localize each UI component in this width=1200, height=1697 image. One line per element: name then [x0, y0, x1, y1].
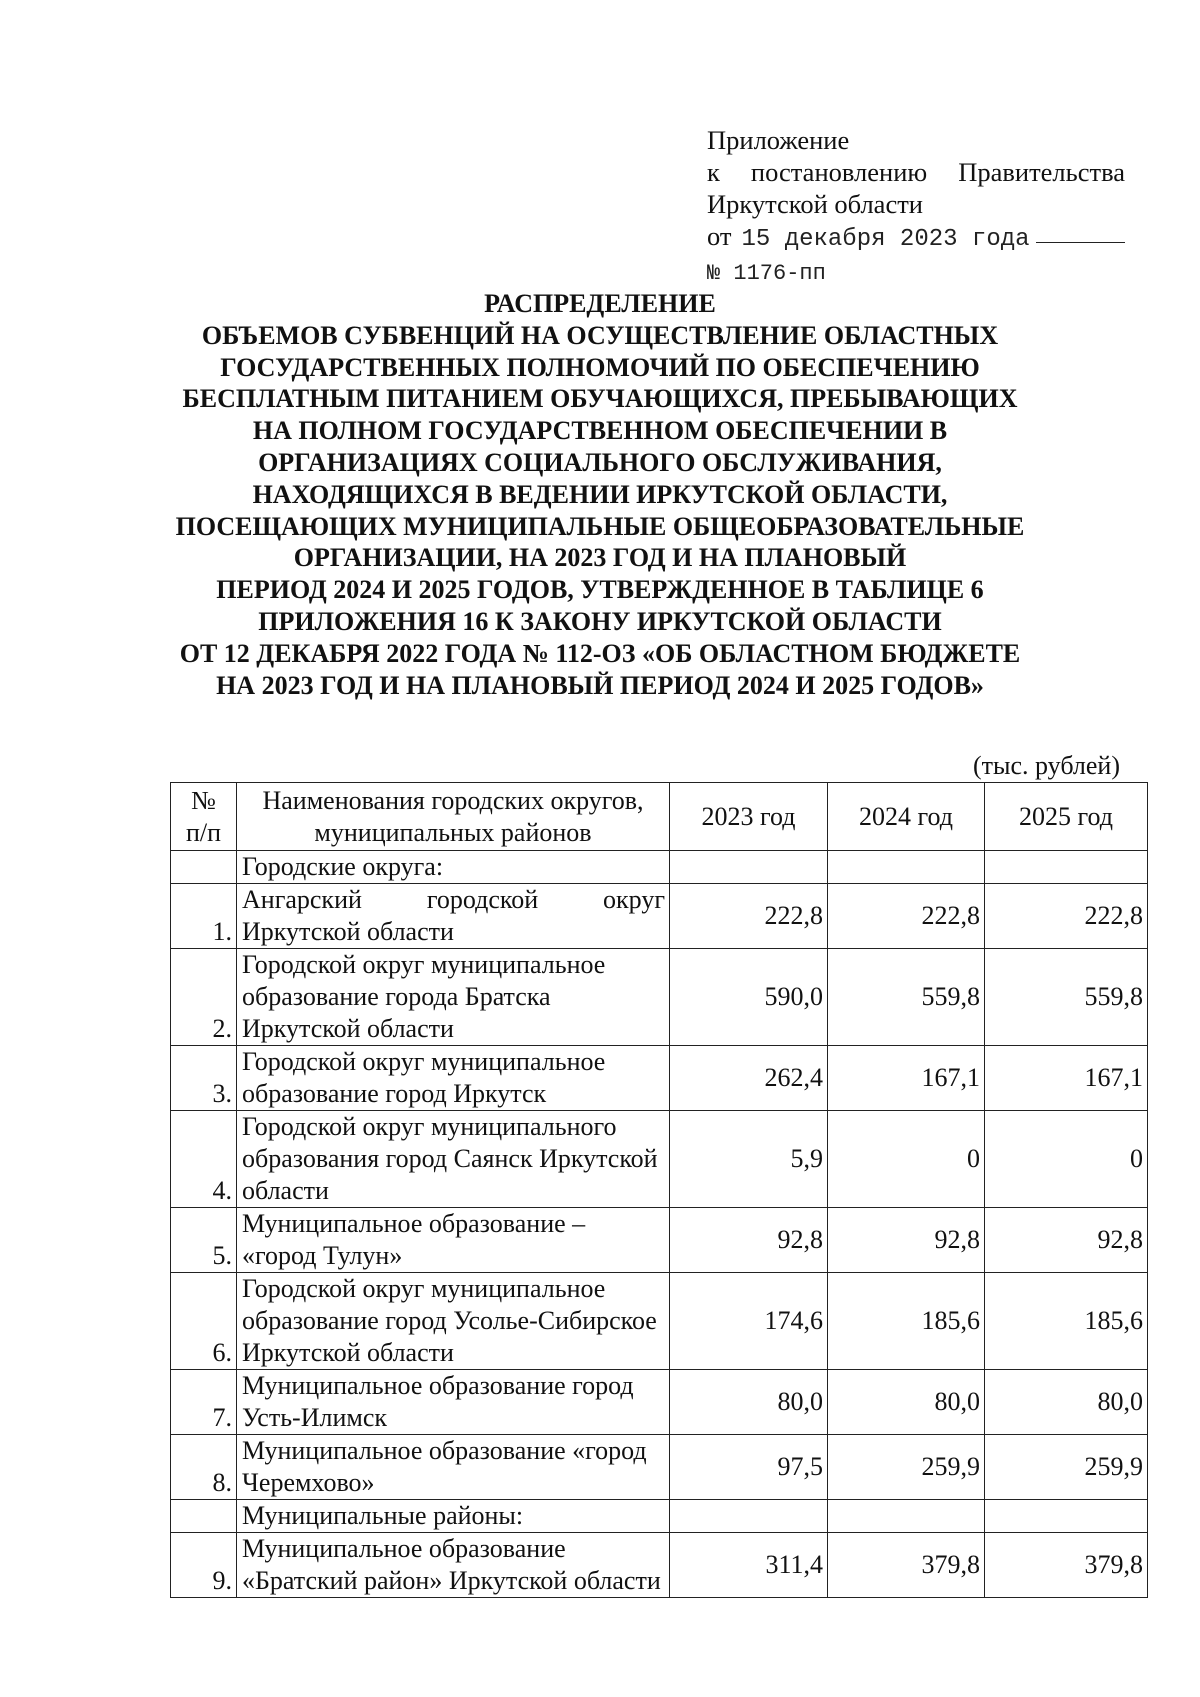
annex-decree-line: к постановлению Правительства — [707, 157, 1125, 187]
annex-date-prefix: от — [707, 221, 732, 251]
value-2023: 80,0 — [670, 1370, 828, 1435]
value-2023: 590,0 — [670, 949, 828, 1046]
header-num: № п/п — [171, 783, 237, 851]
row-name: Городской округ муниципальное образование города Братска Иркутской области — [237, 949, 670, 1046]
row-number: 7. — [171, 1370, 237, 1435]
row-number: 5. — [171, 1208, 237, 1273]
annex-number: № 1176-пп — [707, 261, 826, 286]
row-number: 6. — [171, 1273, 237, 1370]
header-name: Наименования городских округов, муниципальных районов — [237, 783, 670, 851]
row-number: 1. — [171, 884, 237, 949]
value-2023: 92,8 — [670, 1208, 828, 1273]
value-2024: 167,1 — [828, 1046, 985, 1111]
title-line: ОРГАНИЗАЦИЯХ СОЦИАЛЬНОГО ОБСЛУЖИВАНИЯ, — [258, 447, 942, 477]
row-number: 4. — [171, 1111, 237, 1208]
value-2025: 222,8 — [985, 884, 1148, 949]
annex-date-underline — [1036, 242, 1125, 243]
table-row — [171, 1046, 1148, 1111]
value-2023: 174,6 — [670, 1273, 828, 1370]
value-2024: 259,9 — [828, 1435, 985, 1500]
value-2025: 0 — [985, 1111, 1148, 1208]
annex-region: Иркутской области — [707, 189, 923, 219]
row-name: Городской округ муниципального образования город Саянск Иркутской области — [237, 1111, 670, 1208]
value-2025: 80,0 — [985, 1370, 1148, 1435]
table-row — [171, 1273, 1148, 1370]
value-2025: 185,6 — [985, 1273, 1148, 1370]
row-name: Муниципальное образование «город Черемхово» — [237, 1435, 670, 1500]
title-line: НА 2023 ГОД И НА ПЛАНОВЫЙ ПЕРИОД 2024 И 2025 ГОДОВ» — [216, 670, 984, 700]
section-label: Муниципальные районы: — [237, 1500, 670, 1533]
table-row — [171, 884, 1148, 949]
value-2024: 92,8 — [828, 1208, 985, 1273]
annex-date-line — [707, 220, 1125, 256]
value-2024: 222,8 — [828, 884, 985, 949]
title-line: ПОСЕЩАЮЩИХ МУНИЦИПАЛЬНЫЕ ОБЩЕОБРАЗОВАТЕЛЬНЫЕ — [175, 511, 1025, 541]
value-2023: 262,4 — [670, 1046, 828, 1111]
title-line: ПЕРИОД 2024 И 2025 ГОДОВ, УТВЕРЖДЕННОЕ В ТАБЛИЦЕ 6 — [216, 575, 984, 605]
annex-date: 15 декабря 2023 года — [741, 226, 1030, 253]
row-number: 3. — [171, 1046, 237, 1111]
value-2025: 559,8 — [985, 949, 1148, 1046]
table-row — [171, 949, 1148, 1046]
value-2023: 311,4 — [670, 1533, 828, 1598]
document-title — [130, 288, 1070, 701]
header-2023: 2023 год — [670, 783, 828, 851]
value-2023: 97,5 — [670, 1435, 828, 1500]
row-name: Городской округ муниципальное образование город Усолье-Сибирское Иркутской области — [237, 1273, 670, 1370]
value-2023: 5,9 — [670, 1111, 828, 1208]
row-name: Муниципальное образование город Усть-Илимск — [237, 1370, 670, 1435]
title-line: БЕСПЛАТНЫМ ПИТАНИЕМ ОБУЧАЮЩИХСЯ, ПРЕБЫВАЮЩИХ — [182, 384, 1018, 414]
row-number: 8. — [171, 1435, 237, 1500]
value-2024: 559,8 — [828, 949, 985, 1046]
title-line: ОБЪЕМОВ СУБВЕНЦИЙ НА ОСУЩЕСТВЛЕНИЕ ОБЛАСТНЫХ — [201, 320, 999, 350]
value-2024: 80,0 — [828, 1370, 985, 1435]
row-name: Муниципальное образование – «город Тулун» — [237, 1208, 670, 1273]
value-2024: 379,8 — [828, 1533, 985, 1598]
title-line: НА ПОЛНОМ ГОСУДАРСТВЕННОМ ОБЕСПЕЧЕНИИ В — [252, 416, 948, 446]
row-number: 9. — [171, 1533, 237, 1598]
value-2023: 222,8 — [670, 884, 828, 949]
header-2025: 2025 год — [985, 783, 1148, 851]
value-2025: 167,1 — [985, 1046, 1148, 1111]
table-row — [171, 1111, 1148, 1208]
value-2024: 0 — [828, 1111, 985, 1208]
title-line: ГОСУДАРСТВЕННЫХ ПОЛНОМОЧИЙ ПО ОБЕСПЕЧЕНИЮ — [220, 352, 980, 382]
table-row — [171, 1208, 1148, 1273]
title-line: ОРГАНИЗАЦИИ, НА 2023 ГОД И НА ПЛАНОВЫЙ — [293, 543, 907, 573]
header-2024: 2024 год — [828, 783, 985, 851]
table-header-row — [171, 783, 1148, 851]
row-name: Ангарский городской округ Иркутской области — [237, 884, 670, 949]
subsidy-table — [170, 782, 1148, 1598]
row-name: Муниципальное образование «Братский район» Иркутской области — [237, 1533, 670, 1598]
value-2025: 92,8 — [985, 1208, 1148, 1273]
table-row — [171, 1533, 1148, 1598]
title-line: РАСПРЕДЕЛЕНИЕ — [484, 289, 716, 318]
value-2025: 259,9 — [985, 1435, 1148, 1500]
value-2025: 379,8 — [985, 1533, 1148, 1598]
section-row-districts — [171, 1500, 1148, 1533]
units-note: (тыс. рублей) — [972, 751, 1120, 780]
value-2024: 185,6 — [828, 1273, 985, 1370]
title-line: НАХОДЯЩИХСЯ В ВЕДЕНИИ ИРКУТСКОЙ ОБЛАСТИ, — [252, 479, 948, 509]
annex-block — [707, 124, 1125, 290]
table-row — [171, 1435, 1148, 1500]
section-row-urban — [171, 851, 1148, 884]
section-label: Городские округа: — [237, 851, 670, 884]
title-line: ПРИЛОЖЕНИЯ 16 К ЗАКОНУ ИРКУТСКОЙ ОБЛАСТИ — [258, 606, 942, 636]
row-name: Городской округ муниципальное образование город Иркутск — [237, 1046, 670, 1111]
annex-title: Приложение — [707, 125, 850, 155]
title-line: ОТ 12 ДЕКАБРЯ 2022 ГОДА № 112-ОЗ «ОБ ОБЛАСТНОМ БЮДЖЕТЕ — [179, 638, 1021, 668]
row-number: 2. — [171, 949, 237, 1046]
table-row — [171, 1370, 1148, 1435]
